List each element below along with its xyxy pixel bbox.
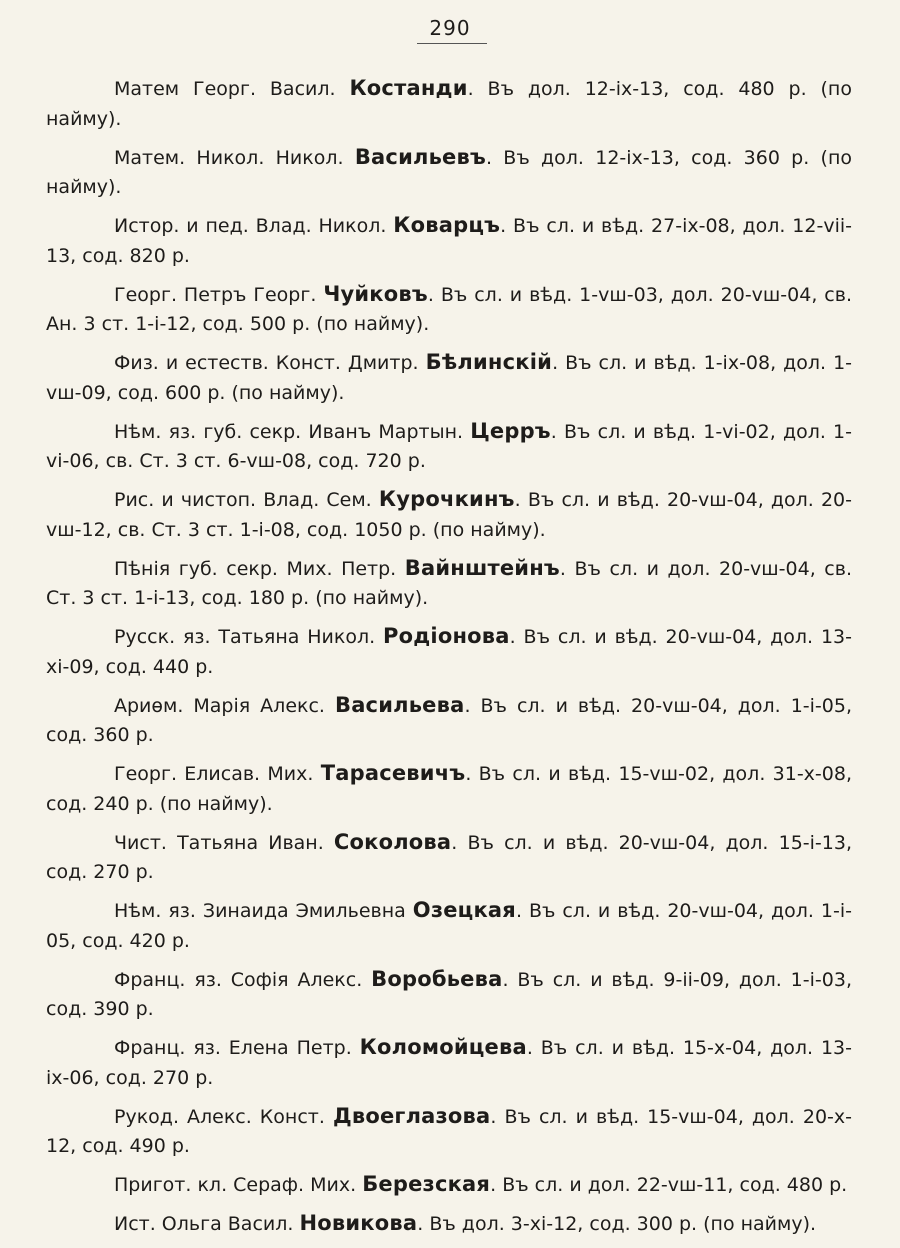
entry-details: . Въ сл. и вѣд. 27-ix-08, дол. 12-vii-13, сод. 820 р.: [46, 215, 853, 267]
entry-surname: Тарасевичъ: [320, 761, 466, 785]
entry-surname: Соколова: [333, 829, 452, 854]
staff-entry: [46, 622, 852, 682]
entry-details: . Въ сл. и дол. 22-vш-11, сод. 480 р.: [490, 1174, 848, 1196]
entry-details: . Въ сл. и вѣд. 9-ii-09, дол. 1-i-03, сод. 390 р.: [46, 968, 852, 1020]
staff-entry: [46, 1033, 852, 1093]
entry-surname: Коломойцева: [359, 1035, 527, 1059]
entry-surname: Двоеглазова: [332, 1103, 491, 1128]
entry-details: . Въ сл. и вѣд. 1-vi-02, дол. 1-vi-06, св. Ст. 3 ст. 6-vш-08, сод. 720 р.: [46, 420, 852, 472]
entry-details: . Въ сл. и вѣд. 20-vш-04, дол. 15-i-13, сод. 270 р.: [46, 831, 852, 883]
entry-surname: Вайнштейнъ: [404, 555, 560, 580]
staff-entry: [46, 1209, 852, 1240]
entry-position: Матем Георг. Васил.: [114, 78, 336, 100]
entry-surname: Новикова: [299, 1211, 418, 1235]
entry-position: Пригот. кл. Сераф. Мих.: [114, 1174, 357, 1196]
entry-surname: Родіонова: [383, 624, 510, 648]
entry-position: Матем. Никол. Никол.: [114, 146, 344, 169]
entry-surname: Васильевъ: [354, 144, 486, 169]
staff-entry: [46, 965, 852, 1025]
entry-details: . Въ сл. и вѣд. 1-vш-03, дол. 20-vш-04, св. Ан. 3 ст. 1-i-12, сод. 500 р. (по найму).: [46, 283, 852, 335]
staff-entry: [46, 143, 852, 203]
entry-details: . Въ сл. и вѣд. 20-vш-04, дол. 1-i-05, сод. 420 р.: [46, 900, 852, 952]
staff-entry: [46, 280, 852, 340]
entry-position: Франц. яз. Софія Алекс.: [114, 968, 363, 991]
entry-position: Георг. Петръ Георг.: [114, 283, 317, 306]
entry-surname: Озецкая: [412, 898, 516, 922]
entry-details: . Въ сл. и вѣд. 15-x-04, дол. 13-ix-06, сод. 270 р.: [46, 1037, 852, 1089]
entry-details: . Въ сл. и дол. 20-vш-04, св. Ст. 3 ст. 1-i-13, сод. 180 р. (по найму).: [46, 557, 852, 609]
entry-surname: Чуйковъ: [323, 281, 428, 306]
staff-entry: [46, 691, 852, 751]
entry-position: Русск. яз. Татьяна Никол.: [114, 626, 376, 648]
entry-details: . Въ сл. и вѣд. 20-vш-04, дол. 1-i-05, сод. 360 р.: [46, 694, 852, 746]
entry-position: Ариѳм. Марія Алекс.: [114, 694, 325, 717]
staff-list: [46, 74, 852, 1248]
entry-details: . Въ сл. и вѣд. 20-vш-04, дол. 13-xi-09, сод. 440 р.: [46, 626, 852, 678]
entry-surname: Коварцъ: [393, 213, 501, 237]
entry-surname: Костанди: [349, 76, 468, 100]
entry-position: Физ. и естеств. Конст. Дмитр.: [114, 352, 419, 374]
staff-entry: [46, 896, 852, 956]
entry-surname: Бѣлинскій: [425, 350, 553, 374]
entry-position: Чист. Татьяна Иван.: [114, 831, 324, 854]
entry-position: Рис. и чистоп. Влад. Сем.: [114, 489, 372, 511]
entry-position: Нѣм. яз. Зинаида Эмильевна: [114, 900, 406, 922]
entry-position: Георг. Елисав. Мих.: [114, 763, 314, 785]
entry-surname: Курочкинъ: [378, 487, 515, 511]
entry-position: Нѣм. яз. губ. секр. Иванъ Мартын.: [114, 420, 464, 443]
entry-details: . Въ дол. 3-xi-12, сод. 300 р. (по найму).: [417, 1213, 817, 1235]
entry-surname: Березская: [362, 1172, 491, 1196]
entry-details: . Въ дол. 12-ix-13, сод. 360 р. (по найму).: [46, 146, 853, 198]
staff-entry: [46, 554, 852, 614]
entry-details: . Въ сл. и вѣд. 15-vш-02, дол. 31-x-08, сод. 240 р. (по найму).: [46, 763, 852, 815]
staff-entry: [46, 759, 852, 819]
staff-entry: [46, 74, 852, 134]
staff-entry: [46, 1102, 852, 1162]
entry-details: . Въ сл. и вѣд. 15-vш-04, дол. 20-x-12, сод. 490 р.: [46, 1105, 852, 1157]
page-number-rule: [417, 43, 487, 44]
staff-entry: [46, 211, 852, 271]
entry-surname: Васильева: [334, 692, 465, 717]
staff-entry: [46, 417, 852, 477]
staff-entry: [46, 1170, 852, 1201]
staff-entry: [46, 348, 852, 408]
entry-details: . Въ сл. и вѣд. 1-ix-08, дол. 1-vш-09, сод. 600 р. (по найму).: [46, 352, 853, 404]
staff-entry: [46, 828, 852, 888]
entry-position: Истор. и пед. Влад. Никол.: [114, 215, 387, 237]
page-number: 290: [429, 16, 471, 40]
entry-position: Франц. яз. Елена Петр.: [114, 1037, 352, 1059]
entry-details: . Въ дол. 12-ix-13, сод. 480 р. (по найму).: [46, 78, 852, 130]
entry-position: Пѣнія губ. секр. Мих. Петр.: [114, 557, 397, 580]
entry-surname: Воробьева: [371, 966, 503, 991]
entry-details: . Въ сл. и вѣд. 20-vш-04, дол. 20-vш-12, св. Ст. 3 ст. 1-i-08, сод. 1050 р. (по найму).: [46, 489, 852, 541]
staff-entry: [46, 485, 852, 545]
entry-surname: Церръ: [470, 418, 551, 443]
entry-position: Ист. Ольга Васил.: [114, 1213, 294, 1235]
entry-position: Рукод. Алекс. Конст.: [114, 1105, 325, 1128]
